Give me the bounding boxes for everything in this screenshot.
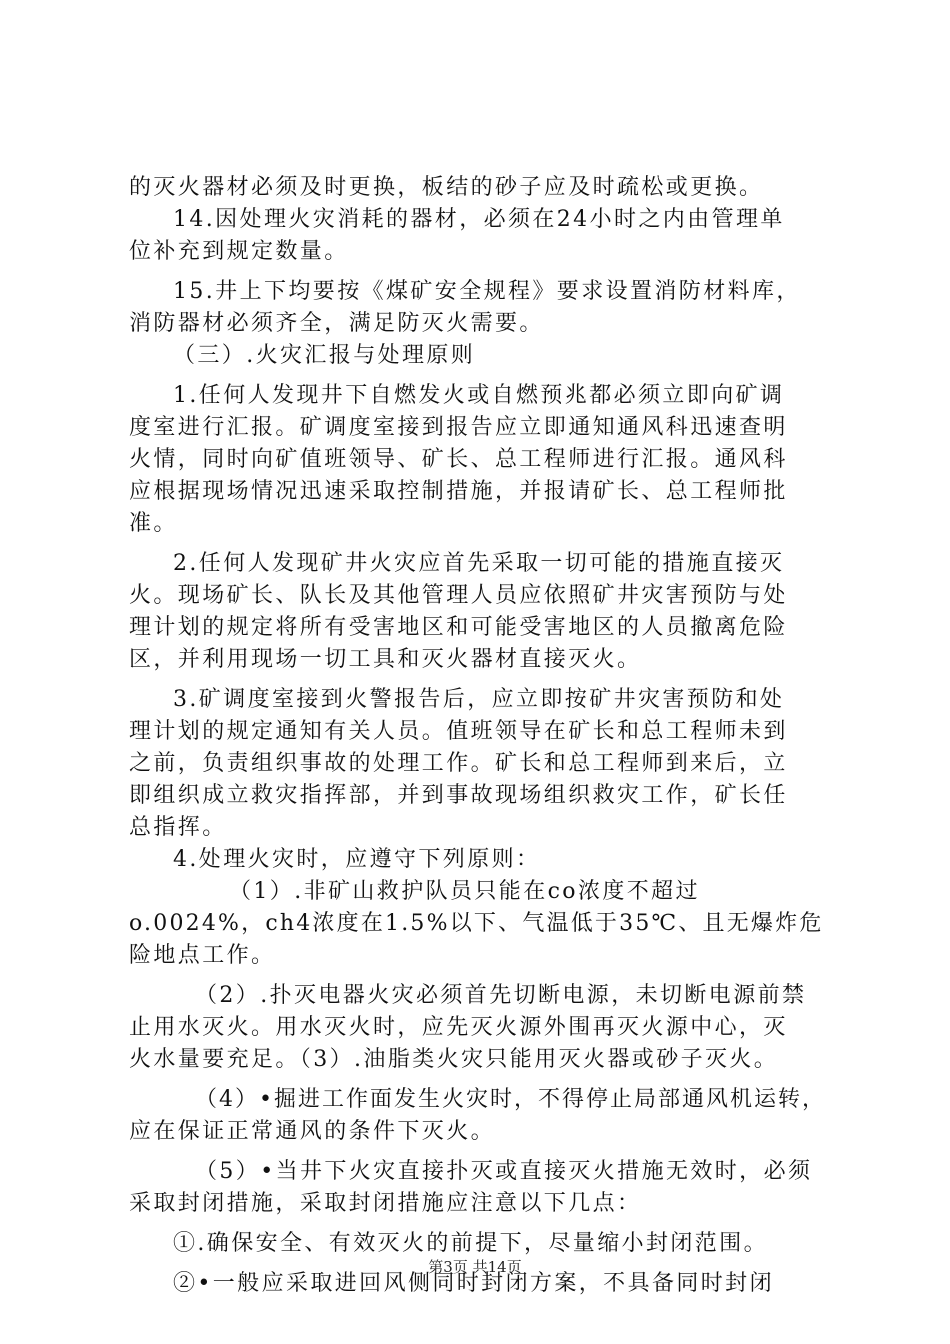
text-line: 火水量要充足。（3）.油脂类火灾只能用灭火器或砂子灭火。 <box>129 1047 779 1072</box>
document-body <box>129 172 829 1300</box>
text-line: （1）.非矿山救护队员只能在co浓度不超过 <box>229 879 700 904</box>
text-line: 的灭火器材必须及时更换，板结的砂子应及时疏松或更换。 <box>129 175 764 200</box>
text-line: 总指挥。 <box>129 815 227 840</box>
text-line: 应在保证正常通风的条件下灭火。 <box>129 1119 496 1144</box>
text-line: 准。 <box>129 511 178 536</box>
text-line: ②•一般应采取进回风侧同时封闭方案，不具备同时封闭 <box>173 1271 774 1296</box>
text-line: 止用水灭火。用水灭火时，应先灭火源外围再灭火源中心，灭 <box>129 1015 788 1040</box>
text-line: ①.确保安全、有效灭火的前提下，尽量缩小封闭范围。 <box>173 1231 768 1256</box>
text-line: 消防器材必须齐全，满足防灭火需要。 <box>129 311 544 336</box>
text-line: 1.任何人发现井下自燃发火或自燃预兆都必须立即向矿调 <box>173 383 785 408</box>
text-line: 区，并利用现场一切工具和灭火器材直接灭火。 <box>129 647 642 672</box>
text-line: （5）•当井下火灾直接扑灭或直接灭火措施无效时，必须 <box>195 1159 813 1184</box>
text-line: 4.处理火灾时，应遵守下列原则： <box>173 847 541 872</box>
text-line: 位补充到规定数量。 <box>129 239 349 264</box>
text-line: （4）•掘进工作面发生火灾时，不得停止局部通风机运转， <box>195 1087 826 1112</box>
text-line: 3.矿调度室接到火警报告后，应立即按矿井灾害预防和处 <box>173 687 785 712</box>
section-heading: （三）.火灾汇报与处理原则 <box>173 343 476 368</box>
text-line: o.0024%，ch4浓度在1.5%以下、气温低于35℃、且无爆炸危 <box>129 911 824 936</box>
text-line: 即组织成立救灾指挥部，并到事故现场组织救灾工作，矿长任 <box>129 783 788 808</box>
page-footer: 第3页 共14页 <box>428 1258 522 1276</box>
text-line: 15.井上下均要按《煤矿安全规程》要求设置消防材料库， <box>173 279 801 304</box>
text-line: 采取封闭措施，采取封闭措施应注意以下几点： <box>129 1191 642 1216</box>
text-line: 度室进行汇报。矿调度室接到报告应立即通知通风科迅速查明 <box>129 415 788 440</box>
text-line: 火情，同时向矿值班领导、矿长、总工程师进行汇报。通风科 <box>129 447 788 472</box>
text-line: 理计划的规定将所有受害地区和可能受害地区的人员撤离危险 <box>129 615 788 640</box>
text-line: 理计划的规定通知有关人员。值班领导在矿长和总工程师未到 <box>129 719 788 744</box>
text-line: 14.因处理火灾消耗的器材，必须在24小时之内由管理单 <box>173 207 785 232</box>
text-line: 应根据现场情况迅速采取控制措施，并报请矿长、总工程师批 <box>129 479 788 504</box>
text-line: 之前，负责组织事故的处理工作。矿长和总工程师到来后，立 <box>129 751 788 776</box>
text-line: 险地点工作。 <box>129 943 276 968</box>
text-line: 火。现场矿长、队长及其他管理人员应依照矿井灾害预防与处 <box>129 583 788 608</box>
text-line: （2）.扑灭电器火灾必须首先切断电源，未切断电源前禁 <box>195 983 807 1008</box>
text-line: 2.任何人发现矿井火灾应首先采取一切可能的措施直接灭 <box>173 551 785 576</box>
